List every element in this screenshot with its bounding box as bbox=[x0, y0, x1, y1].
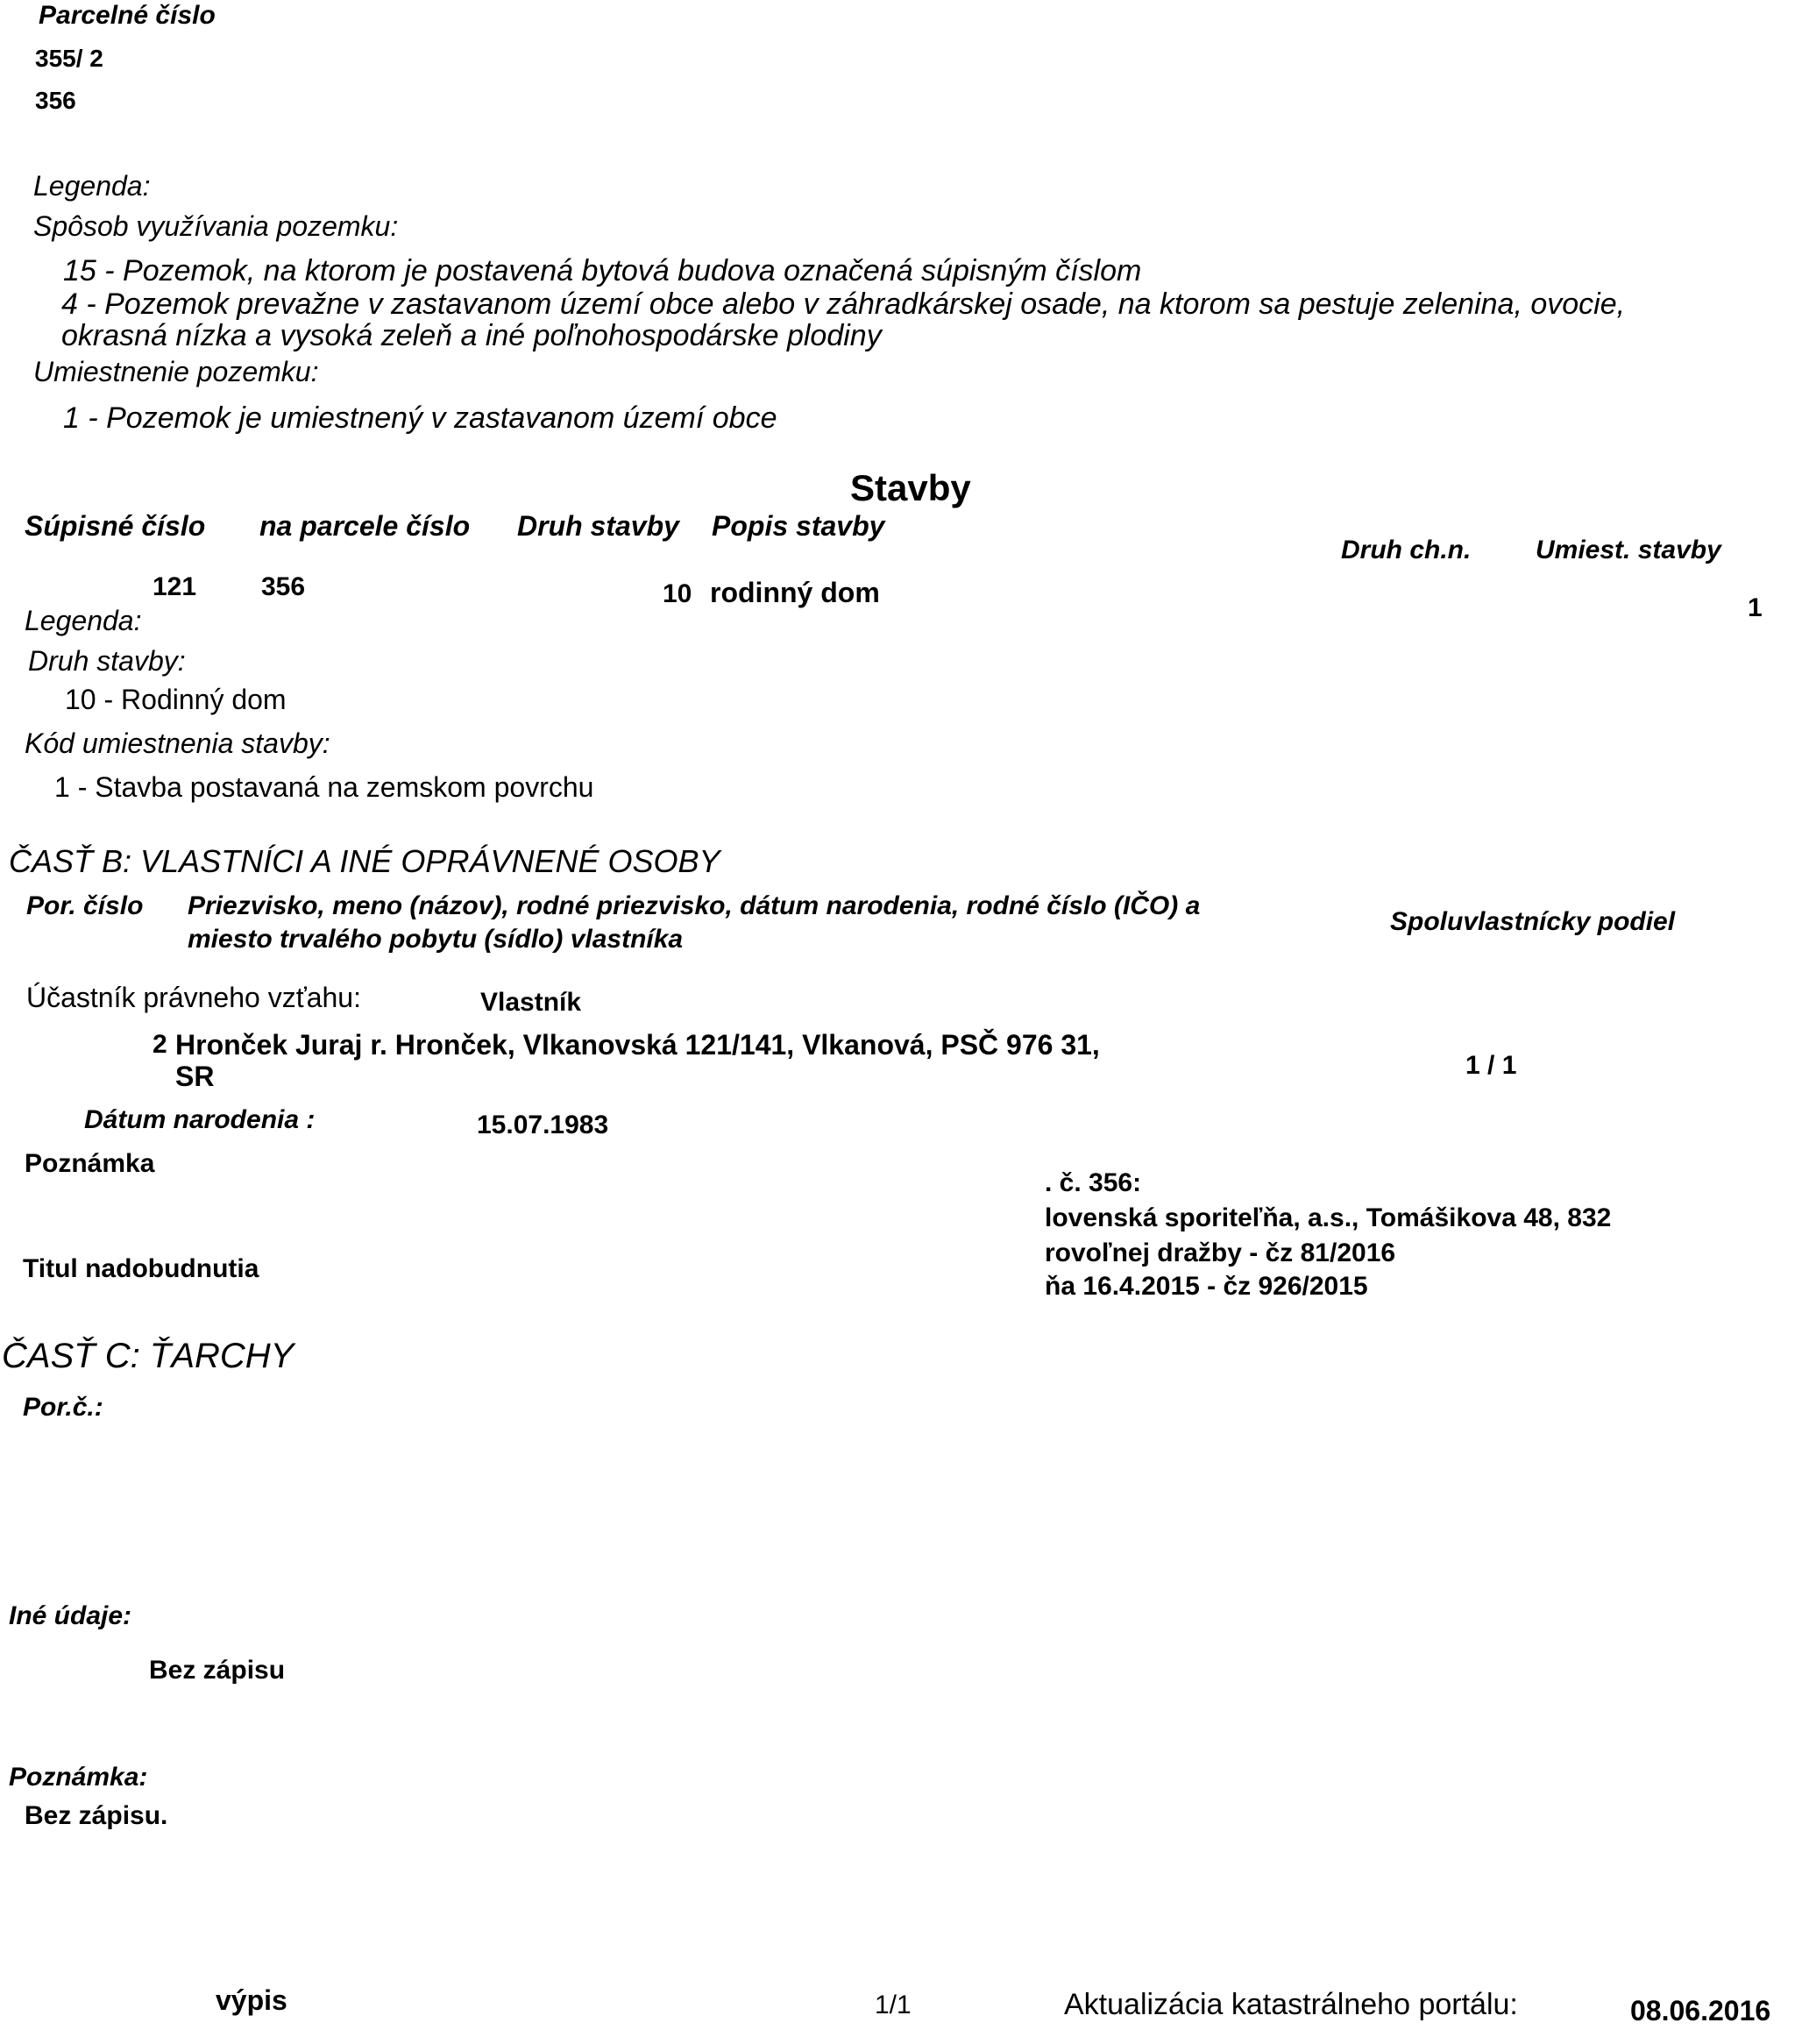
owner-line1: Hronček Juraj r. Hronček, Vlkanovská 121/141, Vlkanová, PSČ 976 31, bbox=[175, 1029, 1100, 1061]
parcel-number-header: Parcelné číslo bbox=[39, 1, 216, 30]
col-supisne-cislo: Súpisné číslo bbox=[25, 510, 206, 542]
col-popis-stavby: Popis stavby bbox=[712, 510, 885, 542]
land-use-4-line1: 4 - Pozemok prevažne v zastavanom území obce alebo v záhradkárskej osade, na ktorom sa pestuje zelenina, ovocie, bbox=[61, 287, 1626, 321]
owner-number: 2 bbox=[153, 1030, 167, 1059]
parcel-row-1: 355/ 2 bbox=[35, 45, 103, 72]
participant-value: Vlastník bbox=[480, 988, 582, 1017]
col-owner-line1: Priezvisko, meno (názov), rodné priezvisko, dátum narodenia, rodné číslo (IČO) a bbox=[188, 891, 1201, 920]
part-b-title: ČASŤ B: VLASTNÍCI A INÉ OPRÁVNENÉ OSOBY bbox=[9, 843, 720, 879]
birth-date-value: 15.07.1983 bbox=[477, 1111, 609, 1139]
buildings-title: Stavby bbox=[850, 467, 971, 508]
footer-update-date: 08.06.2016 bbox=[1630, 1995, 1771, 2026]
part-c-col-por: Por.č.: bbox=[23, 1393, 103, 1422]
land-use-4-line2: okrasná nízka a vysoká zeleň a iné poľnohospodárske plodiny bbox=[61, 319, 882, 352]
building-type-title: Druh stavby: bbox=[28, 645, 186, 677]
parcel-row-2: 356 bbox=[35, 87, 76, 114]
building-location-code-title: Kód umiestnenia stavby: bbox=[25, 727, 330, 759]
birth-date-label: Dátum narodenia : bbox=[84, 1105, 316, 1134]
land-use-15: 15 - Pozemok, na ktorom je postavená bytová budova označená súpisným číslom bbox=[63, 254, 1142, 287]
footer-update-label: Aktualizácia katastrálneho portálu: bbox=[1064, 1988, 1518, 2021]
land-use-title: Spôsob využívania pozemku: bbox=[33, 210, 399, 242]
col-owner-line2: miesto trvalého pobytu (sídlo) vlastníka bbox=[188, 925, 684, 954]
footer-page: 1/1 bbox=[875, 1991, 912, 2019]
building-parcela: 356 bbox=[261, 572, 306, 601]
col-druh-stavby: Druh stavby bbox=[517, 510, 679, 542]
note-line2: lovenská sporiteľňa, a.s., Tomášikova 48, 832 bbox=[1045, 1203, 1612, 1232]
building-popis: rodinný dom bbox=[710, 577, 880, 608]
col-por-cislo: Por. číslo bbox=[26, 891, 144, 920]
other-info-label: Iné údaje: bbox=[9, 1601, 132, 1630]
legend-title: Legenda: bbox=[33, 170, 151, 202]
part-c-title: ČASŤ C: ŤARCHY bbox=[2, 1337, 294, 1375]
other-info-value: Bez zápisu bbox=[149, 1656, 286, 1685]
building-legend-title: Legenda: bbox=[25, 605, 142, 636]
remark-value: Bez zápisu. bbox=[25, 1801, 168, 1830]
acquisition-line1: rovoľnej dražby - čz 81/2016 bbox=[1045, 1238, 1396, 1267]
footer-left: výpis bbox=[216, 1984, 287, 2016]
col-umiest-stavby: Umiest. stavby bbox=[1536, 536, 1721, 564]
remark-label: Poznámka: bbox=[9, 1763, 148, 1792]
note-line1: . č. 356: bbox=[1045, 1168, 1142, 1197]
acquisition-title-label: Titul nadobudnutia bbox=[23, 1254, 259, 1283]
note-label: Poznámka bbox=[25, 1149, 155, 1178]
building-druh: 10 bbox=[663, 579, 692, 608]
col-na-parcele: na parcele číslo bbox=[259, 510, 471, 542]
col-druh-chn: Druh ch.n. bbox=[1341, 536, 1472, 564]
col-share: Spoluvlastnícky podiel bbox=[1390, 907, 1676, 936]
acquisition-line2: ňa 16.4.2015 - čz 926/2015 bbox=[1045, 1272, 1368, 1301]
land-location-title: Umiestnenie pozemku: bbox=[33, 356, 319, 387]
owner-share: 1 / 1 bbox=[1465, 1051, 1517, 1080]
owner-line2: SR bbox=[175, 1061, 215, 1092]
land-location-1: 1 - Pozemok je umiestnený v zastavanom území obce bbox=[63, 401, 777, 435]
building-type-10: 10 - Rodinný dom bbox=[65, 684, 287, 715]
building-supisne: 121 bbox=[153, 572, 197, 601]
participant-label: Účastník právneho vzťahu: bbox=[26, 982, 361, 1013]
building-umiest: 1 bbox=[1748, 593, 1763, 622]
building-location-code-1: 1 - Stavba postavaná na zemskom povrchu bbox=[54, 771, 594, 803]
